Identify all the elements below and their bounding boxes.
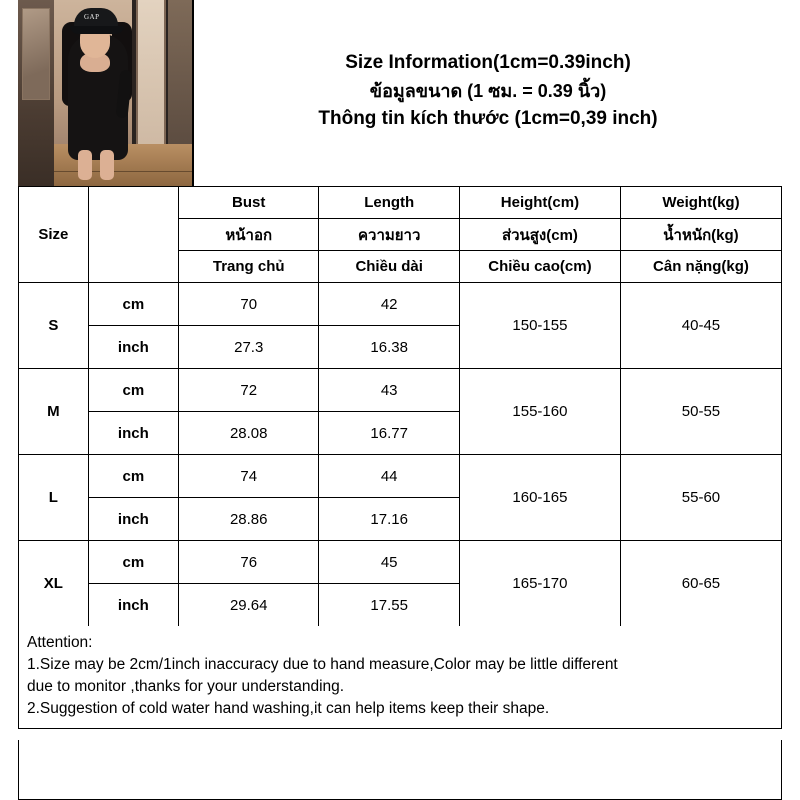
- table-row: [19, 283, 782, 326]
- cell-length-inch-l: 17.16: [319, 498, 459, 541]
- cell-weight-m: 50-55: [620, 369, 781, 455]
- row-unit-inch: inch: [88, 326, 178, 369]
- header-area: [18, 0, 782, 186]
- cell-length-inch-s: 16.38: [319, 326, 459, 369]
- header-size-label: Size: [19, 187, 89, 283]
- header-unit-label: [88, 187, 178, 283]
- header-weight-vi: Cân nặng(kg): [620, 251, 781, 283]
- header-length-en: Length: [319, 187, 459, 219]
- photo-mirror: [22, 8, 50, 100]
- header-height-en: Height(cm): [459, 187, 620, 219]
- title-line-en: Size Information(1cm=0.39inch): [345, 52, 631, 73]
- title-line-th: ข้อมูลขนาด (1 ซม. = 0.39 นิ้ว): [369, 80, 607, 101]
- header-weight-en: Weight(kg): [620, 187, 781, 219]
- row-size-s: S: [19, 283, 89, 369]
- header-bust-th: หน้าอก: [178, 219, 318, 251]
- cell-height-s: 150-155: [459, 283, 620, 369]
- photo-model-cap-brim: [70, 26, 124, 34]
- attention-heading: Attention:: [27, 634, 93, 651]
- row-size-xl: XL: [19, 541, 89, 627]
- cell-bust-inch-s: 27.3: [178, 326, 318, 369]
- title-block: [192, 0, 782, 186]
- cell-length-cm-s: 42: [319, 283, 459, 326]
- header-height-th: ส่วนสูง(cm): [459, 219, 620, 251]
- photo-cap-logo-text: GAP: [84, 13, 100, 21]
- cell-bust-inch-xl: 29.64: [178, 584, 318, 627]
- cell-bust-cm-xl: 76: [178, 541, 318, 584]
- header-bust-en: Bust: [178, 187, 318, 219]
- cell-weight-xl: 60-65: [620, 541, 781, 627]
- cell-bust-cm-l: 74: [178, 455, 318, 498]
- row-size-l: L: [19, 455, 89, 541]
- header-length-vi: Chiều dài: [319, 251, 459, 283]
- cell-height-xl: 165-170: [459, 541, 620, 627]
- cell-length-cm-xl: 45: [319, 541, 459, 584]
- cell-length-inch-m: 16.77: [319, 412, 459, 455]
- cell-bust-inch-l: 28.86: [178, 498, 318, 541]
- page-bottom-border: [18, 740, 782, 800]
- table-row: [19, 455, 782, 498]
- attention-line-1a: 1.Size may be 2cm/1inch inaccuracy due to hand measure,Color may be little different: [27, 656, 618, 673]
- photo-floor-line: [54, 171, 192, 172]
- cell-height-l: 160-165: [459, 455, 620, 541]
- header-weight-th: น้ำหนัก(kg): [620, 219, 781, 251]
- row-size-m: M: [19, 369, 89, 455]
- header-length-th: ความยาว: [319, 219, 459, 251]
- row-unit-inch: inch: [88, 584, 178, 627]
- cell-bust-cm-s: 70: [178, 283, 318, 326]
- row-unit-inch: inch: [88, 498, 178, 541]
- photo-model-leg-right: [100, 150, 114, 180]
- row-unit-cm: cm: [88, 455, 178, 498]
- cell-weight-l: 55-60: [620, 455, 781, 541]
- table-row: [19, 541, 782, 584]
- size-table: [18, 186, 782, 627]
- table-row: [19, 369, 782, 412]
- attention-line-2: 2.Suggestion of cold water hand washing,it can help items keep their shape.: [27, 700, 550, 717]
- cell-weight-s: 40-45: [620, 283, 781, 369]
- cell-length-cm-m: 43: [319, 369, 459, 412]
- row-unit-cm: cm: [88, 541, 178, 584]
- header-bust-vi: Trang chủ: [178, 251, 318, 283]
- row-unit-cm: cm: [88, 283, 178, 326]
- title-line-vi: Thông tin kích thước (1cm=0,39 inch): [318, 107, 658, 129]
- cell-bust-inch-m: 28.08: [178, 412, 318, 455]
- cell-length-inch-xl: 17.55: [319, 584, 459, 627]
- cell-length-cm-l: 44: [319, 455, 459, 498]
- header-height-vi: Chiều cao(cm): [459, 251, 620, 283]
- attention-line-1b: due to monitor ,thanks for your understanding.: [27, 678, 345, 695]
- table-header-row-en: [19, 187, 782, 219]
- cell-bust-cm-m: 72: [178, 369, 318, 412]
- photo-model-leg-left: [78, 150, 92, 180]
- row-unit-inch: inch: [88, 412, 178, 455]
- cell-height-m: 155-160: [459, 369, 620, 455]
- attention-block: [18, 626, 782, 729]
- product-photo: [18, 0, 192, 186]
- row-unit-cm: cm: [88, 369, 178, 412]
